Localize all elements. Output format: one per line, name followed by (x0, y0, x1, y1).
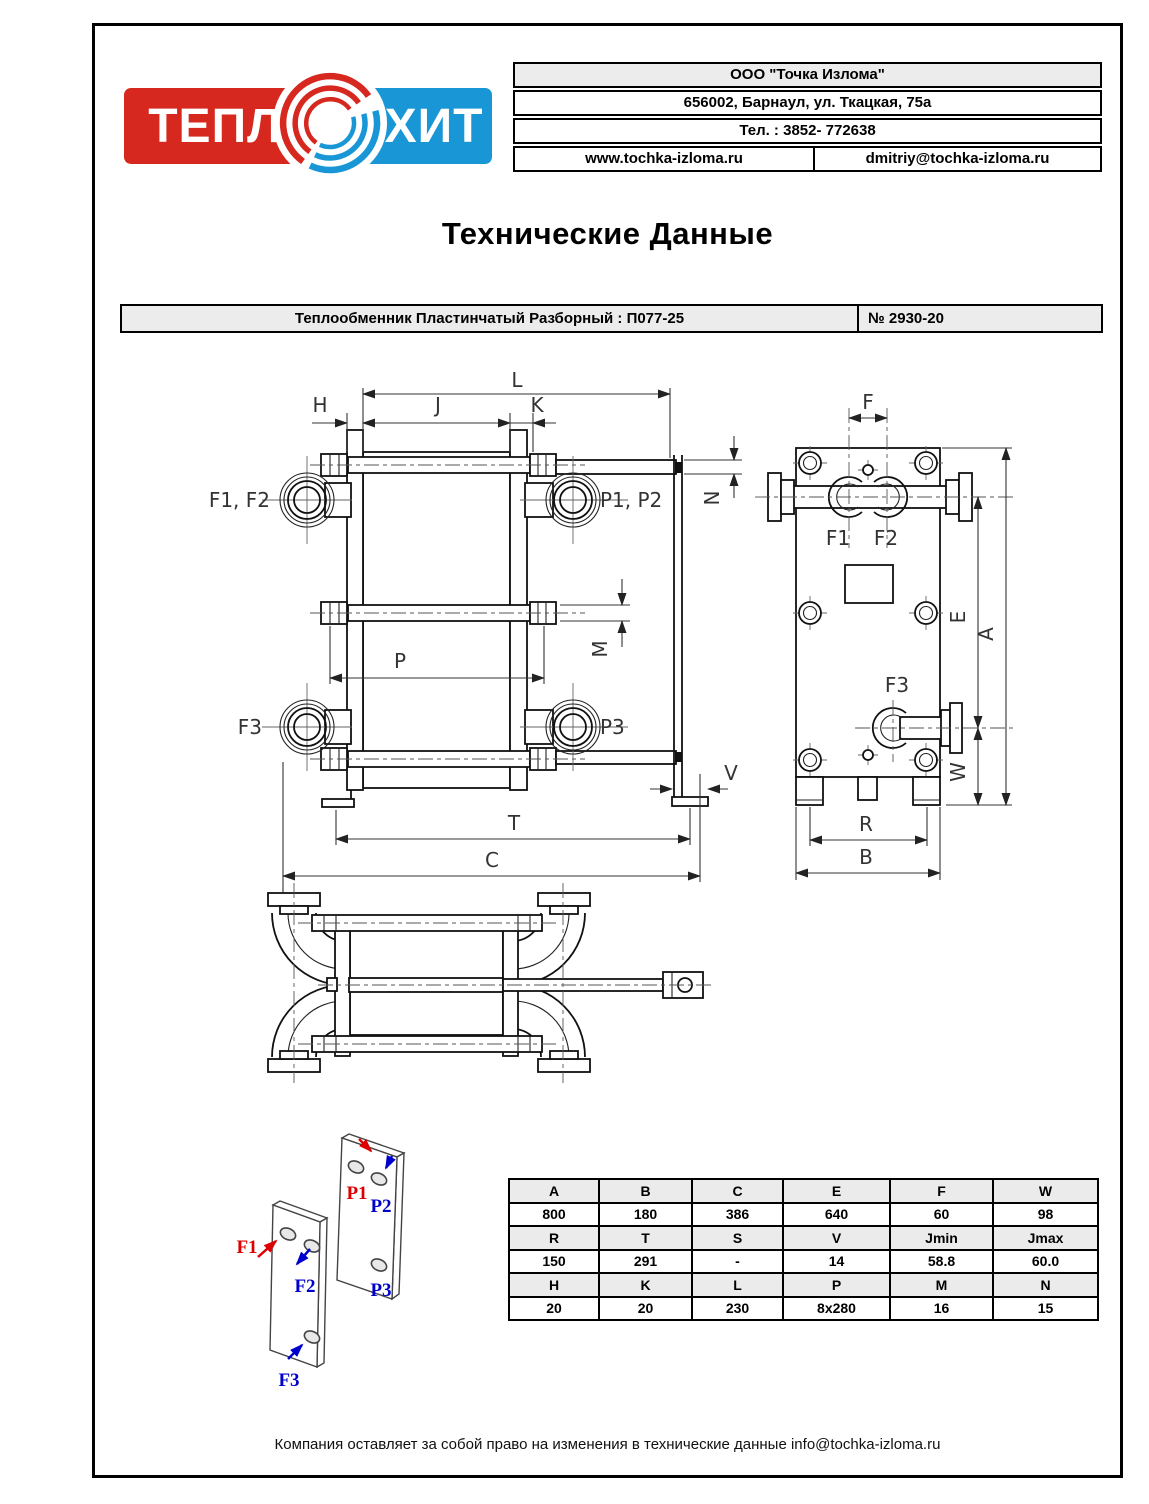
dim-value: 20 (599, 1297, 692, 1321)
dim-header: C (692, 1179, 783, 1203)
product-name: Теплообменник Пластинчатый Разборный : П077-25 (294, 310, 685, 327)
dim-value: 800 (509, 1203, 599, 1227)
dim-header: F (890, 1179, 993, 1203)
dim-label-W: W (946, 762, 970, 782)
plate-label-p1: P1 (346, 1183, 368, 1204)
dim-value: 98 (993, 1203, 1098, 1227)
dim-value: 291 (599, 1250, 692, 1274)
dim-header: N (993, 1273, 1098, 1297)
dim-label-M: M (588, 640, 612, 658)
company-address: 656002, Барнаул, ул. Ткацкая, 75а (513, 90, 1102, 116)
logo-text-left: ТЕПЛ (148, 100, 282, 153)
label-back-f3: F3 (884, 673, 910, 697)
label-p3: P3 (600, 715, 625, 739)
dim-value: 16 (890, 1297, 993, 1321)
dim-label-B: B (859, 845, 873, 869)
dim-label-E: E (946, 610, 970, 624)
plate-label-f3: F3 (278, 1370, 300, 1391)
company-website-link[interactable]: www.tochka-izloma.ru (515, 148, 815, 170)
dim-value: 386 (692, 1203, 783, 1227)
page-title: Технические Данные (441, 216, 774, 251)
dim-label-N: N (700, 490, 724, 506)
dim-value: 640 (783, 1203, 890, 1227)
footer-disclaimer: Компания оставляет за собой право на изменения в технические данные info@tochka-izloma.ru (274, 1436, 941, 1453)
dim-value: 14 (783, 1250, 890, 1274)
plates-diagram (236, 1134, 404, 1391)
table-row (509, 1226, 1098, 1250)
dim-value: 20 (509, 1297, 599, 1321)
dim-label-L: L (511, 368, 523, 392)
dim-header: K (599, 1273, 692, 1297)
dim-header: M (890, 1273, 993, 1297)
dim-value: 60 (890, 1203, 993, 1227)
dim-value: - (692, 1250, 783, 1274)
dim-label-F: F (862, 390, 874, 414)
dim-header: E (783, 1179, 890, 1203)
dim-label-K: K (530, 393, 544, 417)
dim-header: B (599, 1179, 692, 1203)
product-number: № 2930-20 (857, 306, 1101, 331)
top-view (268, 883, 715, 1083)
plate-label-p2: P2 (370, 1196, 392, 1217)
dim-label-V: V (724, 761, 738, 785)
back-view (755, 390, 1014, 880)
dim-label-C: C (485, 848, 499, 872)
company-name: ООО "Точка Излома" (513, 62, 1102, 88)
table-row (509, 1203, 1098, 1227)
table-row (509, 1179, 1098, 1203)
company-phone: Тел. : 3852- 772638 (513, 118, 1102, 144)
table-row (509, 1273, 1098, 1297)
dim-header: Jmin (890, 1226, 993, 1250)
table-row (509, 1297, 1098, 1321)
dim-header: Jmax (993, 1226, 1098, 1250)
dim-header: A (509, 1179, 599, 1203)
dim-value: 150 (509, 1250, 599, 1274)
dim-label-J: J (435, 393, 441, 417)
front-view (209, 368, 742, 893)
logo-text-right: ХИТ (384, 100, 484, 153)
dim-label-H: H (312, 393, 328, 417)
dim-header: V (783, 1226, 890, 1250)
label-back-f1: F1 (825, 526, 851, 550)
label-f3: F3 (237, 715, 262, 739)
dim-header: W (993, 1179, 1098, 1203)
label-p1p2: P1, P2 (600, 488, 663, 512)
dim-value: 8x280 (783, 1297, 890, 1321)
dim-label-R: R (859, 812, 873, 836)
dim-header: L (692, 1273, 783, 1297)
dim-header: P (783, 1273, 890, 1297)
dim-label-A: A (974, 627, 998, 641)
plate-label-p3: P3 (370, 1280, 392, 1301)
dim-value: 180 (599, 1203, 692, 1227)
plate-label-f1: F1 (236, 1237, 258, 1258)
company-email-link[interactable]: dmitriy@tochka-izloma.ru (865, 150, 1050, 167)
dim-header: S (692, 1226, 783, 1250)
dim-value: 15 (993, 1297, 1098, 1321)
plate-label-f2: F2 (294, 1276, 316, 1297)
dim-value: 58.8 (890, 1250, 993, 1274)
dim-header: R (509, 1226, 599, 1250)
label-back-f2: F2 (873, 526, 899, 550)
dim-label-T: T (507, 811, 521, 835)
dim-value: 230 (692, 1297, 783, 1321)
table-row (509, 1250, 1098, 1274)
label-f1f2: F1, F2 (208, 488, 270, 512)
dim-label-P: P (393, 649, 407, 673)
dim-value: 60.0 (993, 1250, 1098, 1274)
dim-header: T (599, 1226, 692, 1250)
dimensions-table (508, 1178, 1099, 1321)
dim-header: H (509, 1273, 599, 1297)
